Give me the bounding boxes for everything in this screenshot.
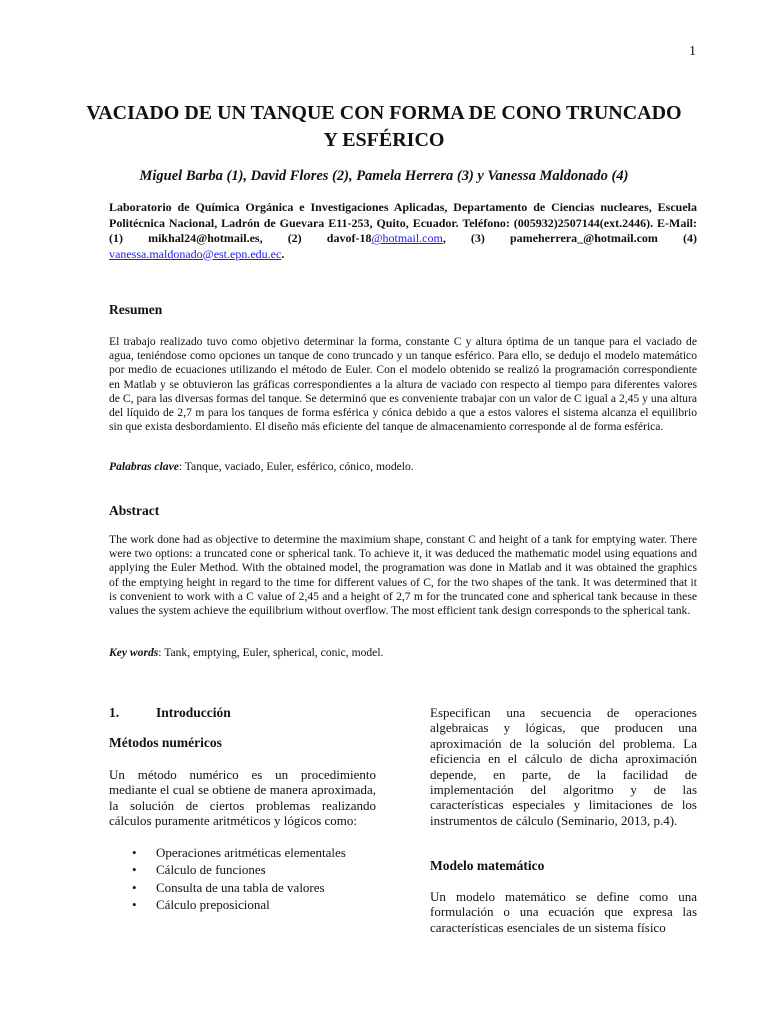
palabras-clave-text: : Tanque, vaciado, Euler, esférico, cónico, modelo. (178, 460, 414, 473)
key-words-label: Key words (109, 646, 159, 659)
email-link-epn[interactable]: vanessa.maldonado@est.epn.edu.ec (109, 246, 282, 261)
page-number: 1 (689, 44, 696, 59)
email-link-hotmail[interactable]: @hotmail.com (371, 231, 443, 245)
affiliation (109, 200, 697, 262)
bullet-icon: • (132, 862, 137, 878)
right-column-para: Especifican una secuencia de operaciones algebraicas y lógicas, que producen una aproximación de la solución del problema. La eficiencia en el cálculo de dicha aproximación depende, en parte, de la facilidad de implementación del algoritmo y de las características especiales y limitaciones de los instrumentos de cálculo (Seminario, 2013, p.4). (430, 705, 697, 828)
bullet-icon: • (132, 879, 137, 895)
metodos-numericos-para: Un método numérico es un procedimiento mediante el cual se obtiene de manera aproximada, la solución de ciertos problemas realizando cálculos puramente aritméticos y lógicos como: (109, 767, 376, 829)
abstract-body: The work done had as objective to determine the maximium shape, constant C and height of a tank for emptying water. There were two options: a truncated cone or spherical tank. To achieve it, it was deduced the mathematic model using equations and applying the Euler Method. With the obtained model, the programation was done in Matlab and it was obtained the graphics of the emptying height in regard to the time for different values of C, for the two shapes of the tank. It was determined that it is convenient to work with a C value of 2,45 and a height of 2,7 m for the truncated cone and spherical tank because in these values the system achieve the equilibrium without overflow. The most efficient tank design corresponds to the spherical tank. (109, 533, 697, 618)
key-words (109, 646, 697, 659)
intro-heading (109, 705, 231, 721)
list-item: • Operaciones aritméticas elementales (132, 845, 346, 860)
modelo-matematico-para: Un modelo matemático se define como una formulación o una ecuación que expresa las características esenciales de un sistema físico (430, 889, 697, 935)
abstract-heading: Abstract (109, 503, 160, 518)
list-item: • Cálculo preposicional (132, 896, 270, 912)
resumen-body: El trabajo realizado tuvo como objetivo determinar la forma, constante C y altura óptima de un tanque para el vaciado de agua, teniéndose como opciones un tanque de cono truncado y un tanque esférico. Para ello, se dedujo el modelo matemático por medio de ecuaciones utilizando el método de Euler. Con el modelo obtenido se realizó la programación correspondiente en Matlab y se obtuvieron las gráficas correspondientes a la altura de vaciado con respecto al tiempo para diferentes valores de C, para las diversas formas del tanque. Se determinó que es conveniente trabajar con un valor de C igual a 2,45 y una altura del líquido de 2,7 m para los tanques de forma esférica y cónica debido a que a estos valores el sistema alcanza el equilibrio sin que exista desbordamiento. El diseño más eficiente del tanque de almacenamiento corresponde al de forma esférica. (109, 335, 697, 434)
authors: Miguel Barba (1), David Flores (2), Pamela Herrera (3) y Vanessa Maldonado (4) (139, 168, 629, 184)
paper-title: VACIADO DE UN TANQUE CON FORMA DE CONO TRUNCADO Y ESFÉRICO (86, 102, 682, 151)
list-item: • Cálculo de funciones (132, 862, 266, 878)
affiliation-end: . (281, 246, 285, 261)
bullet-icon: • (132, 896, 137, 912)
key-words-text: : Tank, emptying, Euler, spherical, conic, model. (158, 646, 384, 659)
palabras-clave (109, 460, 697, 473)
list-item: • Consulta de una tabla de valores (132, 879, 325, 895)
modelo-matematico-heading: Modelo matemático (430, 858, 545, 873)
affiliation-text: Laboratorio de Química Orgánica e Investigaciones Aplicadas, Departamento de Ciencias nucleares, Escuela Politécnica Nacional, Ladrón de Guevara E11-253, Quito, Ecuador. Teléfono: (005932)2507144(ext.2446). E-Mail: (1) mikhal24@hotmail.es, (2) davof-18 (109, 200, 697, 245)
palabras-clave-label: Palabras clave (109, 460, 179, 473)
bullet-icon: • (132, 845, 137, 860)
metodos-numericos-heading: Métodos numéricos (109, 735, 222, 750)
bullet-list (109, 844, 346, 913)
affiliation-mid: , (3) pameherrera_@hotmail.com (4) (442, 231, 698, 245)
intro-number: 1. (109, 705, 120, 720)
intro-title: Introducción (156, 705, 231, 720)
resumen-heading: Resumen (109, 302, 163, 317)
